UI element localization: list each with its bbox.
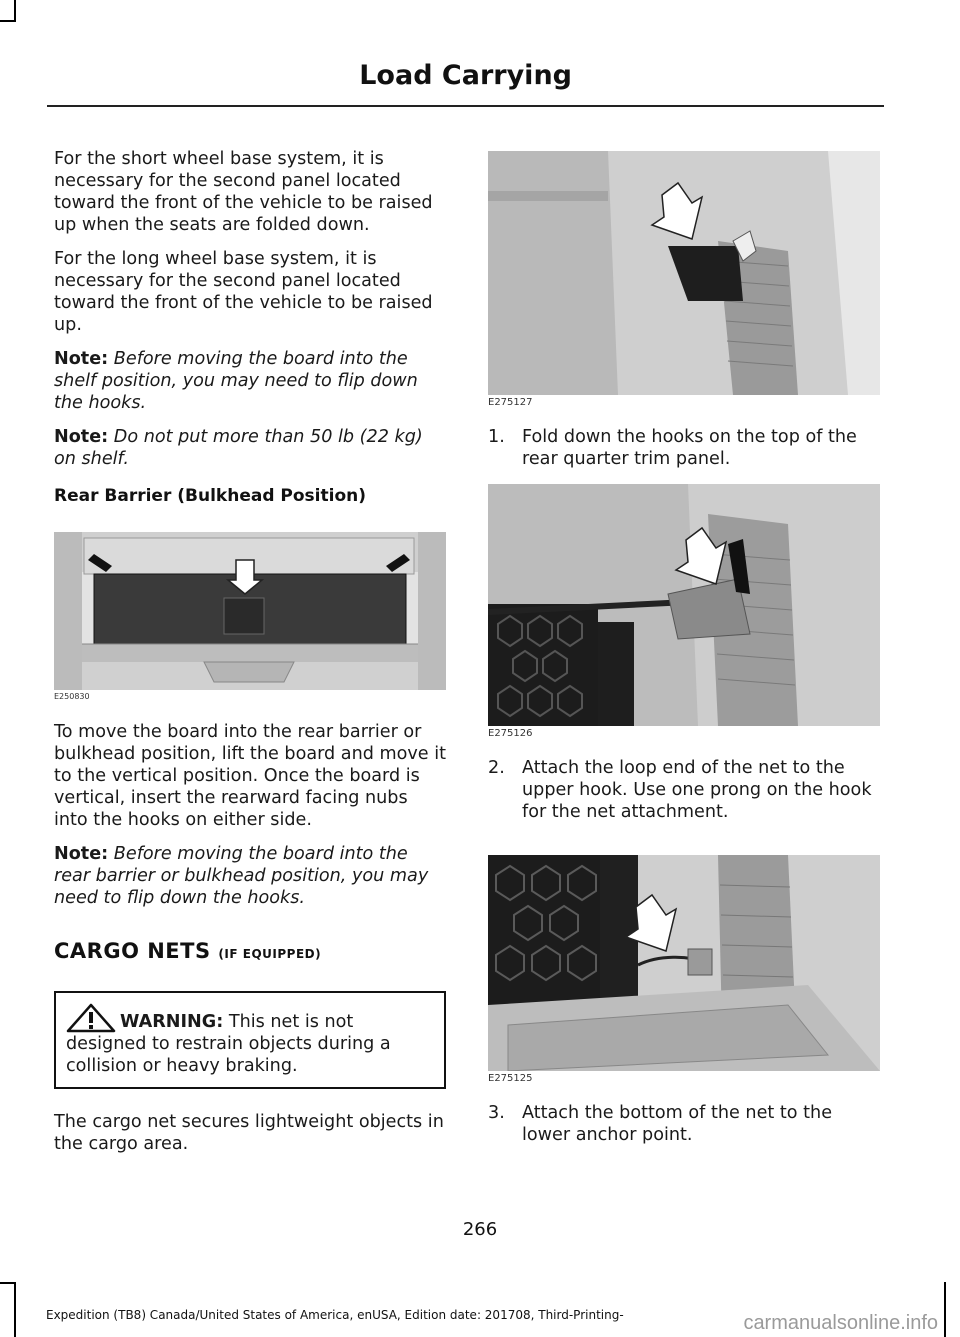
note-text: Before moving the board into the rear barrier or bulkhead position, you may need to flip down the hooks. <box>54 844 429 908</box>
warning-first-line <box>66 1003 434 1033</box>
section-title-cargo-nets <box>54 939 446 963</box>
section-title-suffix: (IF EQUIPPED) <box>218 947 322 961</box>
figure-image <box>54 532 446 690</box>
note-flip-hooks <box>54 348 446 414</box>
net-loop-illustration <box>488 484 880 726</box>
note-text: Before moving the board into the shelf position, you may need to flip down the hooks. <box>54 349 418 413</box>
figure-code: E275127 <box>488 397 533 408</box>
page-header-title: Load Carrying <box>359 60 572 91</box>
figure-image <box>488 151 880 395</box>
page-number: 266 <box>462 1219 498 1240</box>
note-label: Note: <box>54 349 109 369</box>
cargo-area-illustration <box>54 532 446 690</box>
warning-text-line3: collision or heavy braking. <box>66 1056 298 1076</box>
step-number: 1. <box>488 427 505 447</box>
note-text: Do not put more than 50 lb (22 kg) on shelf. <box>54 427 423 469</box>
figure-code: E275126 <box>488 728 533 739</box>
header-rule <box>47 105 884 107</box>
figure-fold-hooks <box>488 151 884 408</box>
warning-text-line1: This net is not <box>228 1012 354 1032</box>
paragraph-bulkhead-position: To move the board into the rear barrier or bulkhead position, lift the board and move it to the vertical position. Once the board is vertical, insert the rearward facing nubs into the hooks on either side. <box>54 722 447 830</box>
figure-code: E250830 <box>54 692 90 701</box>
figure-image <box>488 484 880 726</box>
paragraph-cargo-net-purpose: The cargo net secures lightweight objects in the cargo area. <box>54 1112 444 1154</box>
warning-triangle-icon <box>66 1003 116 1033</box>
crop-mark-bottom-left-h <box>0 1282 16 1284</box>
crop-mark-top-left <box>14 0 16 22</box>
paragraph-short-wheel-base: For the short wheel base system, it is necessary for the second panel located toward the front of the vehicle to be raised up when the seats are folded down. <box>54 149 433 235</box>
figure-code: E275125 <box>488 1073 533 1084</box>
watermark: carmanualsonline.info <box>743 1312 938 1334</box>
note-weight-limit <box>54 426 446 470</box>
figure-rear-barrier <box>54 532 446 701</box>
crop-mark-bottom-left <box>14 1282 16 1337</box>
warning-text-start <box>120 1011 353 1033</box>
paragraph-long-wheel-base: For the long wheel base system, it is necessary for the second panel located toward the front of the vehicle to be raised up. <box>54 249 433 335</box>
footer-edition: Expedition (TB8) Canada/United States of America, enUSA, Edition date: 201708, Third-Printing- <box>46 1308 624 1322</box>
step-text: Fold down the hooks on the top of the rear quarter trim panel. <box>522 427 857 469</box>
step-3 <box>488 1102 884 1146</box>
step-1 <box>488 426 884 470</box>
step-text: Attach the bottom of the net to the lower anchor point. <box>522 1103 833 1145</box>
step-number: 3. <box>488 1103 505 1123</box>
figure-lower-anchor <box>488 855 884 1084</box>
left-column <box>54 148 446 1167</box>
note-label: Note: <box>54 844 109 864</box>
step-2 <box>488 757 884 823</box>
note-flip-hooks-barrier <box>54 843 446 909</box>
warning-text-line2: designed to restrain objects during a <box>66 1034 391 1054</box>
net-anchor-illustration <box>488 855 880 1071</box>
hook-fold-illustration <box>488 151 880 395</box>
crop-mark-top-left-h <box>0 20 16 22</box>
warning-label: WARNING: <box>120 1012 224 1032</box>
figure-image <box>488 855 880 1071</box>
warning-box <box>54 991 446 1089</box>
note-label: Note: <box>54 427 109 447</box>
step-text: Attach the loop end of the net to the upper hook. Use one prong on the hook for the net attachment. <box>522 758 872 822</box>
right-column <box>488 148 884 1146</box>
section-title-text: CARGO NETS <box>54 939 211 963</box>
subheading-rear-barrier: Rear Barrier (Bulkhead Position) <box>54 486 366 506</box>
crop-mark-bottom-right <box>944 1282 946 1337</box>
figure-attach-loop <box>488 484 884 739</box>
step-number: 2. <box>488 758 505 778</box>
